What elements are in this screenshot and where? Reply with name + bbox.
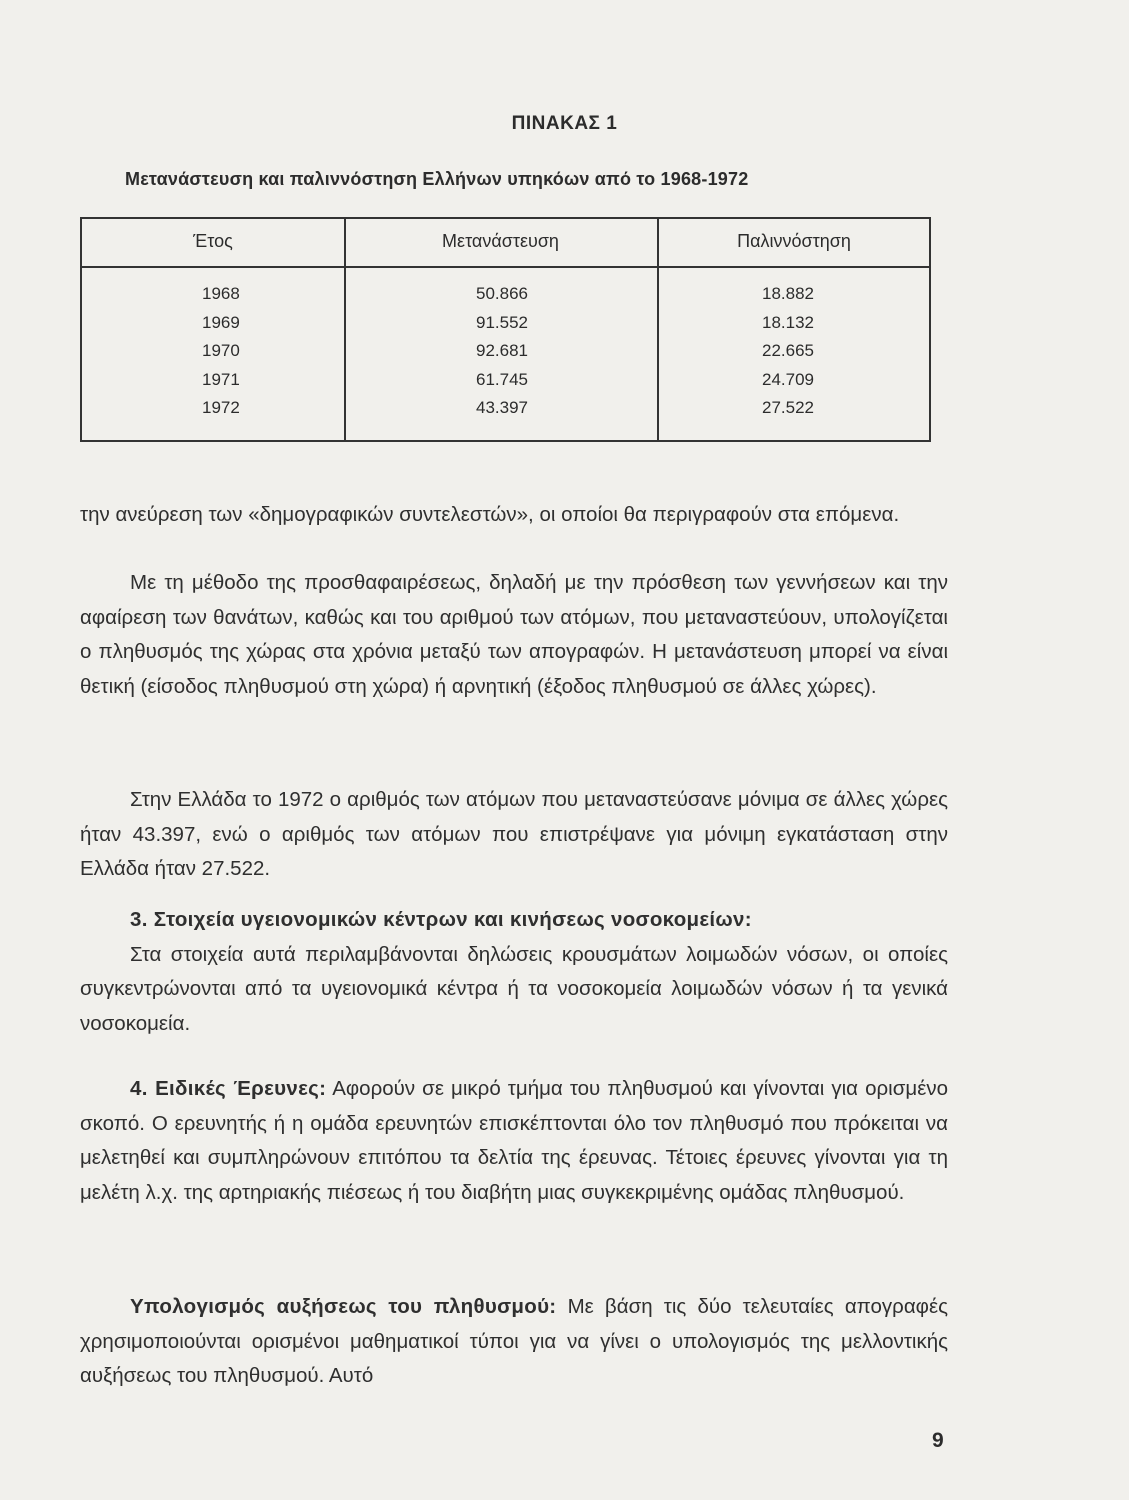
section-text: Στα στοιχεία αυτά περιλαμβάνονται δηλώσεις κρουσμάτων λοιμωδών νόσων, οι οποίες συγκεντρώνονται από τα υγειονομικά κέντρα ή τα νοσοκομεία λοιμωδών νόσων ή τα γενικά νοσοκομεία. — [80, 942, 948, 1035]
paragraph-text: Με τη μέθοδο της προσθαφαιρέσεως, δηλαδή με την πρόσθεση των γεννήσεων και την αφαίρεση των θανάτων, καθώς και του αριθμού των ατόμων, που μεταναστεύουν, υπολογίζεται ο πληθυσμός της χώρας στα χρόνια μεταξύ των απογραφών. Η μετανάστευση μπορεί να είναι θετική (είσοδος πληθυσμού στη χώρα) ή αρνητική (έξοδος πληθυσμού σε άλλες χώρες). — [80, 571, 948, 698]
table-cell: 18.882 — [762, 284, 814, 303]
paragraph — [80, 566, 948, 704]
emigration-column — [476, 280, 528, 423]
column-divider — [344, 219, 346, 440]
data-table — [80, 217, 931, 442]
table-cell: 1970 — [202, 341, 240, 360]
year-column — [202, 280, 240, 423]
repatriation-column — [762, 280, 814, 423]
paragraph-text: Στην Ελλάδα το 1972 ο αριθμός των ατόμων που μεταναστεύσανε μόνιμα σε άλλες χώρες ήταν 43.397, ενώ ο αριθμός των ατόμων που επιστρέψανε για μόνιμη εγκατάσταση στην Ελλάδα ήταν 27.522. — [80, 788, 948, 880]
table-cell: 1972 — [202, 398, 240, 417]
header-emigration: Μετανάστευση — [442, 231, 559, 251]
section-text: Αφορούν σε μικρό τμήμα του πληθυσμού και γίνονται για ορισμένο σκοπό. Ο ερευνητής ή η ομάδα ερευνητών επισκέπτονται όλο τον πληθυσμό που πρόκειται να μελετηθεί και συμπληρώνουν επιτόπου τα δελτία της έρευνας. Τέτοιες έρευνες γίνονται για τη μελέτη λ.χ. της αρτηριακής πιέσεως ή του διαβήτη μιας συγκεκριμένης ομάδας πληθυσμού. — [80, 1077, 948, 1204]
table-cell: 1971 — [202, 369, 240, 389]
table-title: ΠΙΝΑΚΑΣ 1 — [511, 113, 618, 134]
section-text: Με βάση τις δύο τελευταίες απογραφές χρησιμοποιούνται ορισμένοι μαθηματικοί τύποι για να γίνει ο υπολογισμός της μελλοντικής αυξήσεως του πληθυσμού. Αυτό — [80, 1295, 948, 1387]
table-cell: 22.665 — [762, 341, 814, 360]
paragraph — [80, 783, 948, 887]
header-repatriation: Παλιννόστηση — [737, 231, 851, 251]
section-heading: Υπολογισμός αυξήσεως του πληθυσμού: — [130, 1295, 557, 1318]
page-number: 9 — [932, 1429, 944, 1452]
table-cell: 50.866 — [476, 284, 528, 303]
paragraph — [80, 498, 948, 533]
table-cell: 1969 — [202, 312, 240, 332]
section-3 — [80, 903, 948, 1041]
section-growth — [80, 1290, 948, 1394]
header-rule — [82, 266, 929, 268]
paragraph-text: την ανεύρεση των «δημογραφικών συντελεστών», οι οποίοι θα περιγραφούν στα επόμενα. — [80, 503, 900, 526]
section-heading: 4. Ειδικές Έρευνες: — [130, 1077, 327, 1100]
table-cell: 43.397 — [476, 398, 528, 417]
table-cell: 1968 — [202, 284, 240, 303]
column-divider — [657, 219, 659, 440]
table-cell: 24.709 — [762, 369, 814, 389]
table-cell: 18.132 — [762, 312, 814, 332]
table-cell: 91.552 — [476, 312, 528, 332]
table-cell: 61.745 — [476, 369, 528, 389]
section-4 — [80, 1072, 948, 1210]
table-caption: Μετανάστευση και παλιννόστηση Ελλήνων υπηκόων από το 1968-1972 — [125, 169, 749, 189]
header-year: Έτος — [193, 231, 233, 251]
section-heading: 3. Στοιχεία υγειονομικών κέντρων και κινήσεως νοσοκομείων: — [130, 908, 752, 931]
table-cell: 92.681 — [476, 341, 528, 360]
table-cell: 27.522 — [762, 398, 814, 417]
